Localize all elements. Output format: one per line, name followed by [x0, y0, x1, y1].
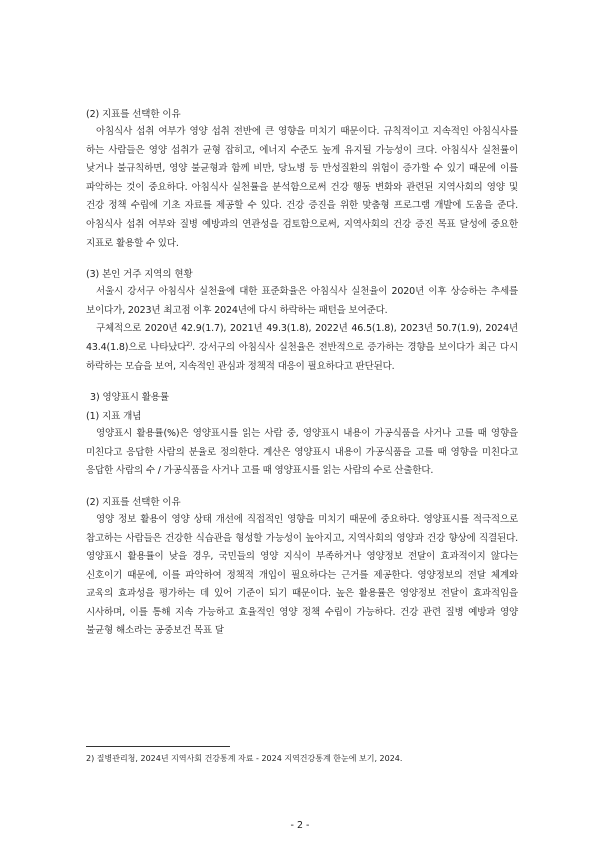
paragraph-text: 구체적으로 2020년 42.9(1.7), 2021년 49.3(1.8), 2022년 46.5(1.8), 2023년 50.7(1.9), 2024년 43.4(1.8)으로 나타났다	[86, 323, 518, 353]
page-number: - 2 -	[290, 820, 310, 831]
footnote-reference[interactable]: 2)	[186, 340, 193, 348]
subsection-heading: (2) 지표를 선택한 이유	[86, 496, 181, 508]
paragraph: 영양 정보 활용이 영양 상태 개선에 직접적인 영향을 미치기 때문에 중요하다. 영양표시를 적극적으로 참고하는 사람들은 건강한 식습관을 형성할 가능성이 높아지고, 지역사회의 영양과 건강 향상에 직결된다. 영양표시 활용률이 낮을 경우, 국민들의 영양 지식이 부족하거나 영양정보 전달이 효과적이지 않다는 신호이기 때문에, 이를 파악하여 정책적 개입이 필요하다는 근거를 제공한다. 영양정보의 전달 체계와 교육의 효과성을 평가하는 데 있어 기준이 되기 때문이다. 높은 활용률은 영양정보 전달이 효과적임을 시사하며, 이를 통해 지속 가능하고 효율적인 영양 정책 수립이 가능하다. 건강 관련 질병 예방과 영양 불균형 해소라는 공중보건 목표 달	[86, 513, 518, 637]
page-body	[86, 107, 518, 641]
paragraph	[86, 320, 518, 376]
paragraph: 영양표시 활용률(%)은 영양표시를 읽는 사람 중, 영양표시 내용이 가공식품을 사거나 고를 때 영향을 미친다고 응답한 사람의 분율로 정의한다. 계산은 영양표시 내용이 가공식품을 고를 때 영향을 미친다고 응답한 사람의 수 / 가공식품을 사거나 고를 때 영양표시를 읽는 사람의 수로 산출한다.	[86, 428, 518, 477]
footnote-divider	[86, 746, 230, 747]
section-title: 3) 영양표시 활용률	[90, 392, 169, 404]
subsection-heading: (1) 지표 개념	[86, 411, 142, 423]
footnote: 2) 질병관리청, 2024년 지역사회 건강통계 자료 - 2024 지역건강통계 한눈에 보기, 2024.	[86, 754, 403, 763]
subsection-heading: (3) 본인 거주 지역의 현황	[86, 269, 193, 281]
subsection-heading: (2) 지표를 선택한 이유	[86, 109, 181, 120]
footnote-area	[86, 746, 518, 765]
paragraph: 아침식사 섭취 여부가 영양 섭취 전반에 큰 영향을 미치기 때문이다. 규칙적이고 지속적인 아침식사를 하는 사람들은 영양 섭취가 균형 잡히고, 에너지 수준도 높게 유지될 가능성이 크다. 아침식사 실천률이 낮거나 불규칙하면, 영양 불균형과 함께 비만, 당뇨병 등 만성질환의 위험이 증가할 수 있기 때문에 이를 파악하는 것이 중요하다. 아침식사 실천률을 분석함으로써 건강 행동 변화와 관련된 지역사회의 영양 및 건강 정책 수립에 기초 자료를 제공할 수 있다. 건강 증진을 위한 맞춤형 프로그램 개발에 도움을 준다. 아침식사 섭취 여부와 질병 예방과의 연관성을 검토함으로써, 지역사회의 건강 증진 목표 달성에 중요한 지표로 활용할 수 있다.	[86, 126, 518, 249]
paragraph: 서울시 강서구 아침식사 실천율에 대한 표준화율은 아침식사 실천율이 2020년 이후 상승하는 추세를 보이다가, 2023년 최고점 이후 2024년에 다시 하락하는 패턴을 보여준다.	[86, 286, 518, 316]
paragraph-text: . 강서구의 아침식사 실천율은 전반적으로 증가하는 경향을 보이다가 최근 다시 하락하는 모습을 보여, 지속적인 관심과 정책적 대응이 필요하다고 판단된다.	[86, 341, 518, 372]
